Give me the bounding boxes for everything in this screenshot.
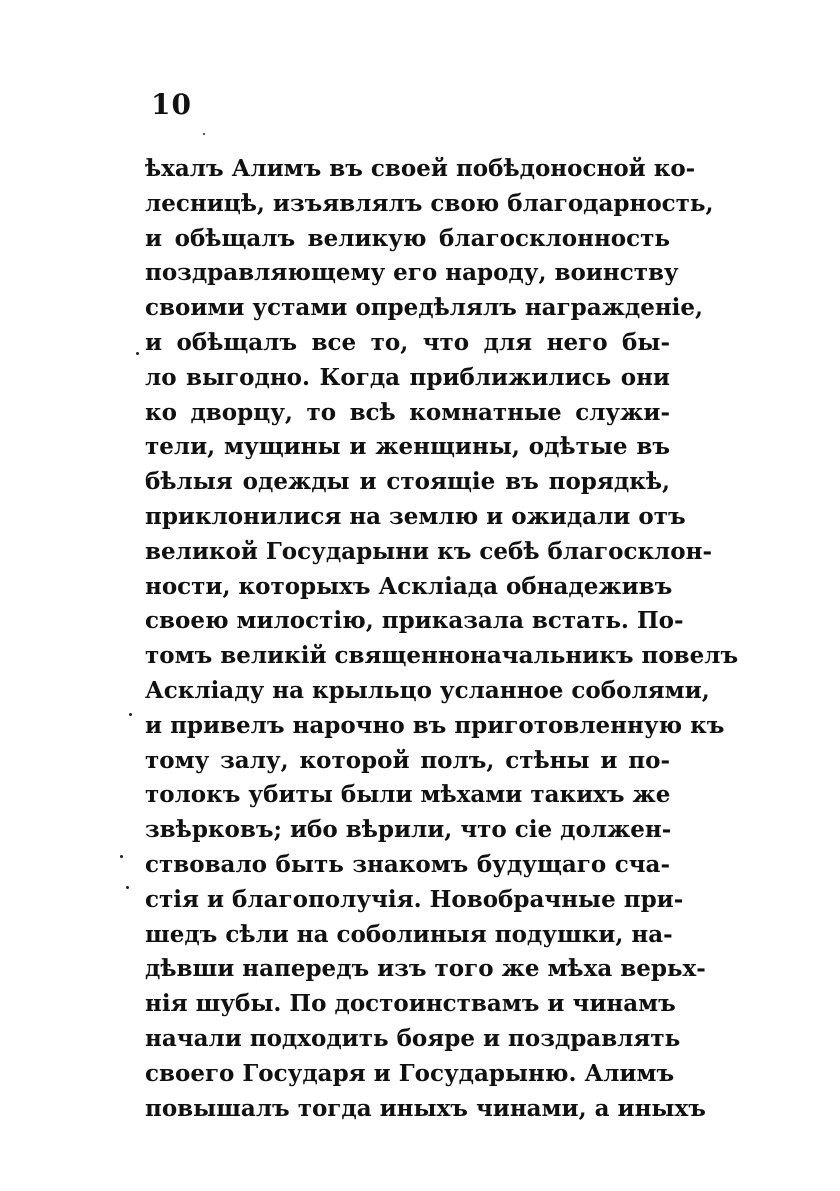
text-line: нія шубы. По достоинствамъ и чинамъ [145,990,676,1018]
print-speck [120,855,123,858]
text-line: начали подходить бояре и поздравлять [145,1024,681,1052]
text-line: тели, мущины и женщины, одѣтые въ [145,433,670,461]
page-number: 10 [151,88,192,121]
body-text [145,152,739,1126]
text-line: томъ великій священноначальникъ повелъ [145,642,739,670]
text-line: ло выгодно. Когда приближились они [145,363,670,391]
text-line: и привелъ нарочно въ приготовленную къ [145,711,725,739]
text-line: великой Государыни къ себѣ благосклон- [145,537,712,565]
print-speck [203,133,205,135]
text-line: бѣлыя одежды и стоящіе въ порядкѣ, [145,468,670,496]
text-line: тому залу, которой полъ, стѣны и по- [145,746,670,774]
text-line: ности, которыхъ Аскліада обнадеживъ [145,572,673,600]
text-line: и обѣщалъ все то, что для него бы- [145,328,670,356]
text-line: звѣрковъ; ибо вѣрили, что сіе должен- [145,816,672,844]
text-line: стія и благополучія. Новобрачные при- [145,885,684,913]
text-line: своею милостію, приказала встать. По- [145,607,684,635]
text-line: ѣхалъ Алимъ въ своей побѣдоносной ко- [145,155,696,182]
print-speck [136,352,139,355]
text-line: ствовало быть знакомъ будущаго сча- [145,850,670,878]
text-line: поздравляющему его народу, воинству [145,259,679,287]
text-line: ко дворцу, то всѣ комнатные служи- [145,398,670,426]
text-line: повышалъ тогда иныхъ чинами, а иныхъ [145,1094,706,1122]
text-line: шедъ сѣли на соболиныя подушки, на- [145,920,673,948]
text-line: своими устами опредѣлялъ награжденіе, [145,294,704,322]
text-line: толокъ убиты были мѣхами такихъ же [145,781,671,809]
text-line: приклонилися на землю и ожидали отъ [145,502,686,530]
print-speck [126,886,129,889]
text-line: лесницѣ, изъявлялъ свою благодарность, [145,189,714,217]
text-line: своего Государя и Государыню. Алимъ [145,1059,675,1087]
text-line: дѣвши напередъ изъ того же мѣха верьх- [145,955,706,983]
print-speck [129,713,132,716]
text-line: Аскліаду на крыльцо усланное соболями, [145,676,710,704]
text-line: и обѣщалъ великую благосклонность [145,224,670,252]
